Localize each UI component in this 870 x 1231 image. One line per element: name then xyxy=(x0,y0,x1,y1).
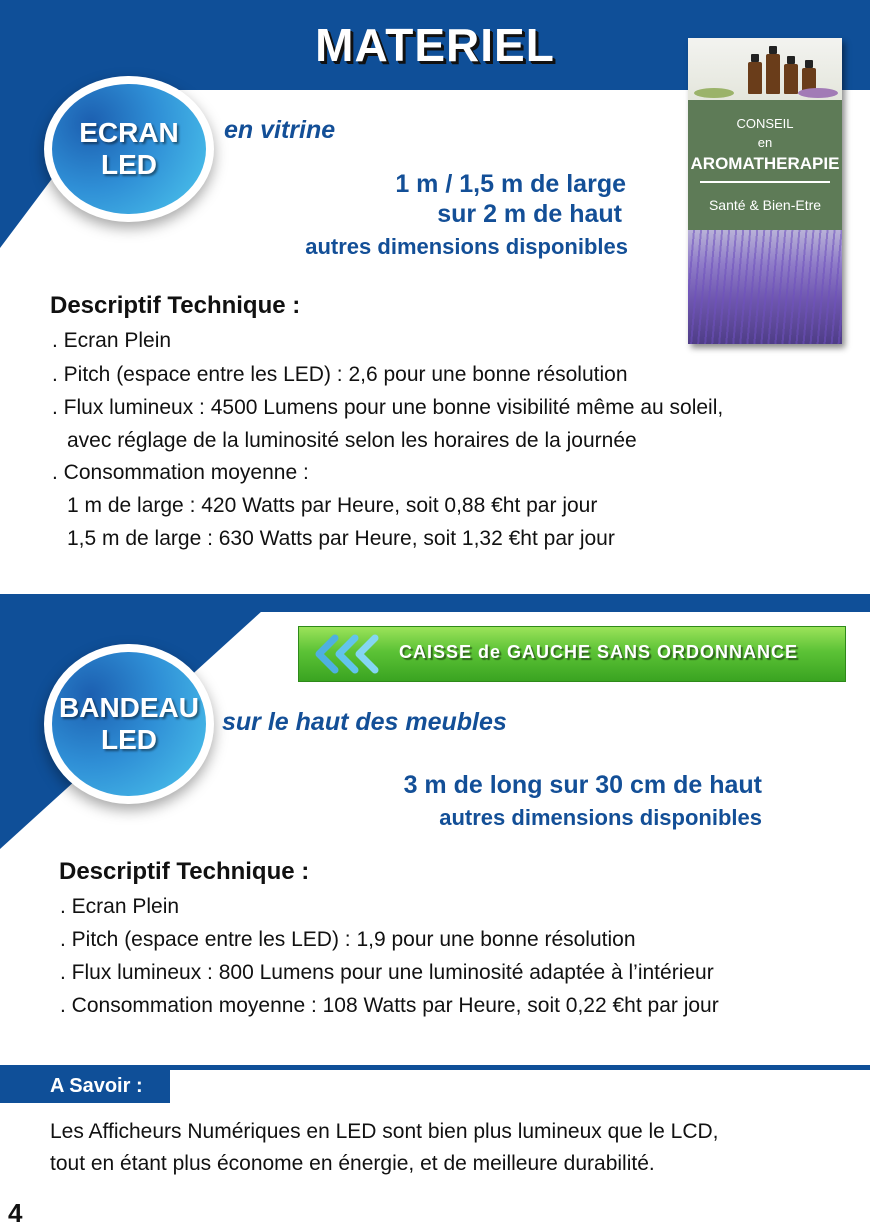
ecran-desc-title: Descriptif Technique : xyxy=(50,292,301,319)
ecran-desc-line: . Consommation moyenne : xyxy=(52,461,309,484)
ecran-desc-line: . Pitch (espace entre les LED) : 2,6 pour une bonne résolution xyxy=(52,363,628,386)
savoir-label: A Savoir : xyxy=(50,1075,143,1097)
ecran-desc-line: avec réglage de la luminosité selon les horaires de la journée xyxy=(67,429,637,452)
bandeau-size-line1: 3 m de long sur 30 cm de haut xyxy=(403,771,762,799)
bandeau-other-sizes: autres dimensions disponibles xyxy=(439,805,762,830)
ecran-led-badge xyxy=(44,76,214,222)
ecran-desc-line: . Flux lumineux : 4500 Lumens pour une bonne visibilité même au soleil, xyxy=(52,396,724,419)
ecran-badge-line1: ECRAN xyxy=(79,117,179,148)
bandeau-led-badge xyxy=(44,644,214,804)
bandeau-badge-line2: LED xyxy=(101,724,157,755)
bandeau-desc-line: . Ecran Plein xyxy=(60,895,180,918)
bandeau-desc-line: . Pitch (espace entre les LED) : 1,9 pour une bonne résolution xyxy=(60,928,636,951)
poster-line2: en xyxy=(757,135,773,150)
poster-line4: Santé & Bien-Etre xyxy=(708,197,822,213)
bandeau-desc-title: Descriptif Technique : xyxy=(59,858,310,885)
savoir-line1: Les Afficheurs Numériques en LED sont bien plus lumineux que le LCD, xyxy=(50,1120,719,1143)
ecran-desc-line: 1,5 m de large : 630 Watts par Heure, soit 1,32 €ht par jour xyxy=(67,527,615,550)
aromatherapie-poster xyxy=(688,38,842,344)
ecran-other-sizes: autres dimensions disponibles xyxy=(305,234,628,259)
caisse-banner xyxy=(298,626,846,682)
ecran-size-line2: sur 2 m de haut xyxy=(437,200,622,228)
ecran-badge-line2: LED xyxy=(101,149,157,180)
section-band xyxy=(0,594,870,612)
chevrons-left-icon xyxy=(309,632,389,676)
bandeau-location: sur le haut des meubles xyxy=(222,708,507,736)
poster-line3: AROMATHERAPIE xyxy=(690,154,840,173)
page-number: 4 xyxy=(8,1198,23,1228)
lavender-field-icon xyxy=(688,230,842,344)
ecran-size-line1: 1 m / 1,5 m de large xyxy=(395,170,626,198)
page-title: MATERIEL xyxy=(315,19,555,71)
bandeau-desc-line: . Consommation moyenne : 108 Watts par Heure, soit 0,22 €ht par jour xyxy=(60,994,719,1017)
caisse-banner-text: CAISSE de GAUCHE SANS ORDONNANCE xyxy=(399,642,799,662)
bandeau-desc-line: . Flux lumineux : 800 Lumens pour une luminosité adaptée à l’intérieur xyxy=(60,961,714,984)
poster-title-panel xyxy=(688,100,842,230)
bandeau-badge-line1: BANDEAU xyxy=(59,692,199,723)
ecran-desc-line: 1 m de large : 420 Watts par Heure, soit 0,88 €ht par jour xyxy=(67,494,598,517)
poster-line1: CONSEIL xyxy=(736,116,794,131)
essential-oil-bottles-icon xyxy=(688,38,842,100)
ecran-desc-line: . Ecran Plein xyxy=(52,329,172,352)
poster-divider xyxy=(700,181,830,183)
savoir-line2: tout en étant plus économe en énergie, et de meilleure durabilité. xyxy=(50,1152,655,1175)
ecran-location: en vitrine xyxy=(224,116,336,144)
